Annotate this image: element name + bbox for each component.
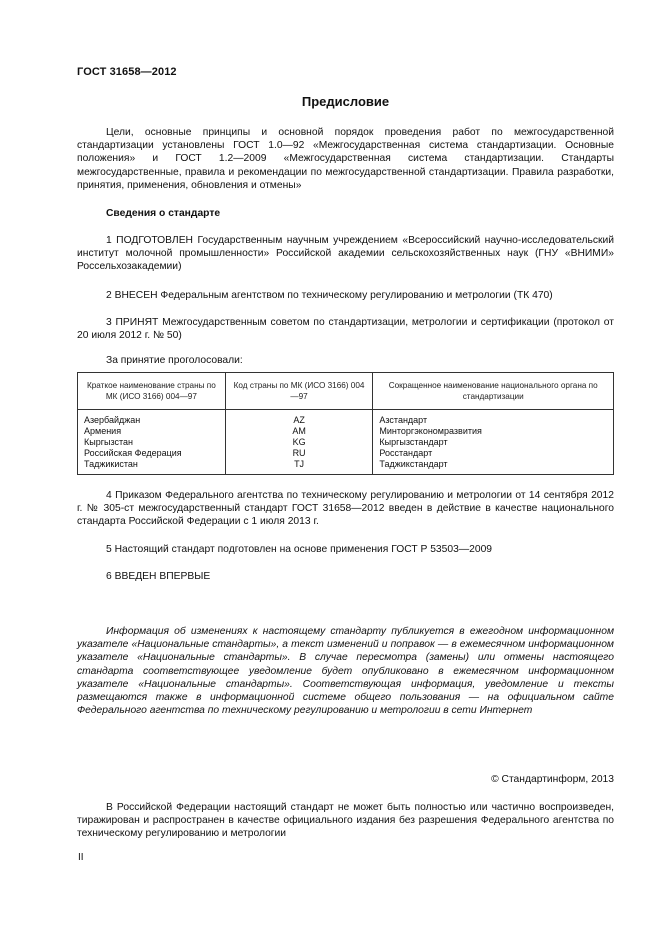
item-2-paragraph (77, 289, 614, 302)
copyright-notice: © Стандартинформ, 2013 (491, 774, 614, 785)
table-row (78, 448, 614, 459)
code-cell: AM (225, 426, 373, 437)
item-5-paragraph (77, 543, 614, 556)
item-2-text: 2 ВНЕСЕН Федеральным агентством по техническому регулированию и метрологии (ТК 470) (106, 290, 553, 301)
code-cell: RU (225, 448, 373, 459)
table-row (78, 410, 614, 427)
vote-label: За принятие проголосовали: (106, 355, 243, 366)
document-id-header: ГОСТ 31658—2012 (77, 66, 177, 78)
item-4-text: 4 Приказом Федерального агентства по техническому регулированию и метрологии от 14 сентября 2012 г. № 305-ст межгосударственный стандарт ГОСТ 31658—2012 введен в действие в качестве национального стандарта Российской Федерации с 1 июля 2013 г. (77, 490, 614, 528)
column-header-code: Код страны по МК (ИСО 3166) 004—97 (225, 373, 373, 410)
page-title: Предисловие (301, 94, 390, 109)
voting-countries-table (77, 372, 614, 475)
intro-paragraph (77, 126, 614, 192)
column-header-country: Краткое наименование страны по МК (ИСО 3166) 004—97 (78, 373, 226, 410)
code-cell: KG (225, 437, 373, 448)
item-1-paragraph (77, 234, 614, 274)
info-note-paragraph (77, 625, 614, 717)
rights-notice-paragraph (77, 801, 614, 841)
code-cell: AZ (225, 410, 373, 427)
code-cell: TJ (225, 459, 373, 475)
item-3-text: 3 ПРИНЯТ Межгосударственным советом по стандартизации, метрологии и сертификации (протокол от 20 июля 2012 г. № 50) (77, 317, 614, 342)
section-heading: Сведения о стандарте (106, 208, 221, 219)
table-row (78, 459, 614, 475)
item-6-paragraph (77, 570, 614, 583)
info-note-text: Информация об изменениях к настоящему стандарту публикуется в ежегодном информационном указателе «Национальные стандарты», а текст изменений и поправок — в ежемесячном информационном указателе «Национальные стандарты». В случае пересмотра (замены) или отмены настоящего стандарта соответствующее уведомление будет опубликовано в ежемесячном информационном указателе «Национальные стандарты». Соответствующая информация, уведомление и тексты размещаются также в информационной системе общего пользования — на официальном сайте Федерального агентства по техническому регулированию и метрологии в сети Интернет (77, 626, 614, 717)
vote-label-paragraph (77, 354, 614, 367)
item-4-paragraph (77, 489, 614, 529)
country-cell: Российская Федерация (78, 448, 226, 459)
item-5-text: 5 Настоящий стандарт подготовлен на основе применения ГОСТ Р 53503—2009 (106, 544, 493, 555)
page-number: II (78, 852, 84, 863)
item-1-text: 1 ПОДГОТОВЛЕН Государственным научным учреждением «Всероссийский научно-исследовательский институт молочной промышленности» Российской академии сельскохозяйственных наук (ГНУ «ВНИМИ» Россельхозакадемии) (77, 235, 614, 273)
country-cell: Армения (78, 426, 226, 437)
column-header-body: Сокращенное наименование национального органа по стандартизации (373, 373, 614, 410)
country-cell: Азербайджан (78, 410, 226, 427)
country-cell: Таджикистан (78, 459, 226, 475)
body-cell: Минторгэкономразвития (373, 426, 614, 437)
item-6-text: 6 ВВЕДЕН ВПЕРВЫЕ (106, 571, 211, 582)
body-cell: Росстандарт (373, 448, 614, 459)
rights-notice-text: В Российской Федерации настоящий стандарт не может быть полностью или частично воспроизведен, тиражирован и распространен в качестве официального издания без разрешения Федерального агентства по техническому регулированию и метрологии (77, 802, 614, 840)
body-cell: Кыргызстандарт (373, 437, 614, 448)
table-row (78, 437, 614, 448)
table-row (78, 426, 614, 437)
body-cell: Таджикстандарт (373, 459, 614, 475)
table-header-row (78, 373, 614, 410)
country-cell: Кыргызстан (78, 437, 226, 448)
intro-text: Цели, основные принципы и основной порядок проведения работ по межгосударственной стандартизации установлены ГОСТ 1.0—92 «Межгосударственная система стандартизации. Основные положения» и ГОСТ 1.2—2009 «Межгосударственная система стандартизации. Стандарты межгосударственные, правила и рекомендации по межгосударственной стандартизации. Правила разработки, принятия, применения, обновления и отмены» (77, 127, 614, 191)
body-cell: Азстандарт (373, 410, 614, 427)
item-3-paragraph (77, 316, 614, 342)
